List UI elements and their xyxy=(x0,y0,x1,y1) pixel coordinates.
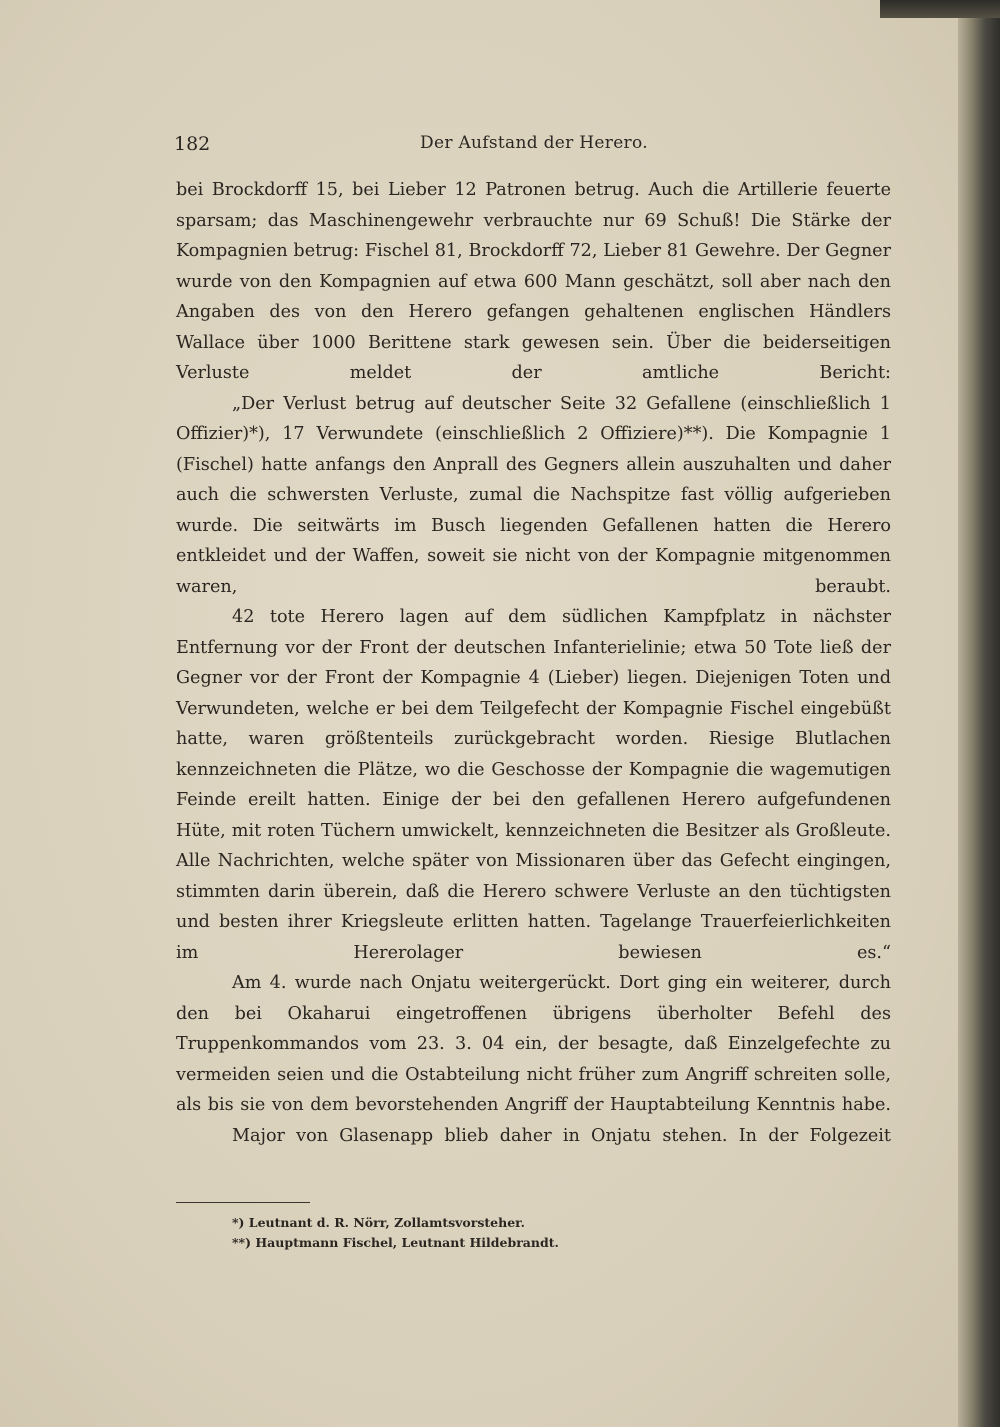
footnote-divider xyxy=(176,1202,310,1203)
page-number: 182 xyxy=(174,133,211,155)
paragraph-5: Major von Glasenapp blieb daher in Onjatu stehen. In der Folgezeit xyxy=(232,1125,891,1146)
paragraph-4: Am 4. wurde nach Onjatu weitergerückt. Dort ging ein weiterer, durch den bei Okaharui eingetroffenen übrigens überholter Befehl des Truppenkommandos vom 23. 3. 04 ein, der besagte, daß Einzelgefechte zu vermeiden seien und die Ostabteilung nicht früher zum Angriff schreiten solle, als bis sie von dem bevorstehenden Angriff der Hauptabteilung Kenntnis habe. xyxy=(176,973,891,1115)
footnotes xyxy=(232,1213,832,1253)
footnote-2: **) Hauptmann Fischel, Leutnant Hildebrandt. xyxy=(232,1235,559,1250)
paragraph-2-quote-start: „Der Verlust betrug auf deutscher Seite 32 Gefallene (einschließlich 1 Offizier)*), 17 Verwundete (einschließlich 2 Offiziere)**). Die Kompagnie 1 (Fischel) hatte anfangs den Anprall des Gegners allein auszuhalten und daher auch die schwersten Verluste, zumal die Nachspitze fast völlig aufgerieben wurde. Die seitwärts im Busch liegenden Gefallenen hatten die Herero entkleidet und der Waffen, soweit sie nicht von der Kompagnie mitgenommen waren, beraubt. xyxy=(176,393,891,597)
book-cover-edge xyxy=(880,0,1000,18)
paragraph-3: 42 tote Herero lagen auf dem südlichen Kampfplatz in nächster Entfernung vor der Front der deutschen Infanterielinie; etwa 50 Tote ließ der Gegner vor der Front der Kompagnie 4 (Lieber) liegen. Diejenigen Toten und Verwundeten, welche er bei dem Teilgefecht der Kompagnie Fischel eingebüßt hatte, waren größtenteils zurückgebracht worden. Riesige Blutlachen kennzeichneten die Plätze, wo die Geschosse der Kompagnie die wagemutigen Feinde ereilt hatten. Einige der bei den gefallenen Herero aufgefundenen Hüte, mit roten Tüchern umwickelt, kennzeichneten die Besitzer als Großleute. Alle Nachrichten, welche später von Missionaren über das Gefecht eingingen, stimmten darin überein, daß die Herero schwere Verluste an den tüchtigsten und besten ihrer Kriegsleute erlitten hatten. Tagelange Trauerfeierlichkeiten im Hererolager bewiesen es.“ xyxy=(176,607,891,963)
body-text xyxy=(176,175,891,1151)
footnote-1: *) Leutnant d. R. Nörr, Zollamtsvorsteher. xyxy=(232,1215,525,1230)
page-header xyxy=(174,133,894,163)
paragraph-1: bei Brockdorff 15, bei Lieber 12 Patronen betrug. Auch die Artillerie feuerte sparsam; das Maschinengewehr verbrauchte nur 69 Schuß! Die Stärke der Kompagnien betrug: Fischel 81, Brockdorff 72, Lieber 81 Gewehre. Der Gegner wurde von den Kompagnien auf etwa 600 Mann geschätzt, soll aber nach den Angaben des von den Herero gefangen gehaltenen englischen Händlers Wallace über 1000 Berittene stark gewesen sein. Über die beiderseitigen Verluste meldet der amtliche Bericht: xyxy=(176,180,891,383)
running-title: Der Aufstand der Herero. xyxy=(420,133,648,153)
book-spine-edge xyxy=(958,0,1000,1427)
